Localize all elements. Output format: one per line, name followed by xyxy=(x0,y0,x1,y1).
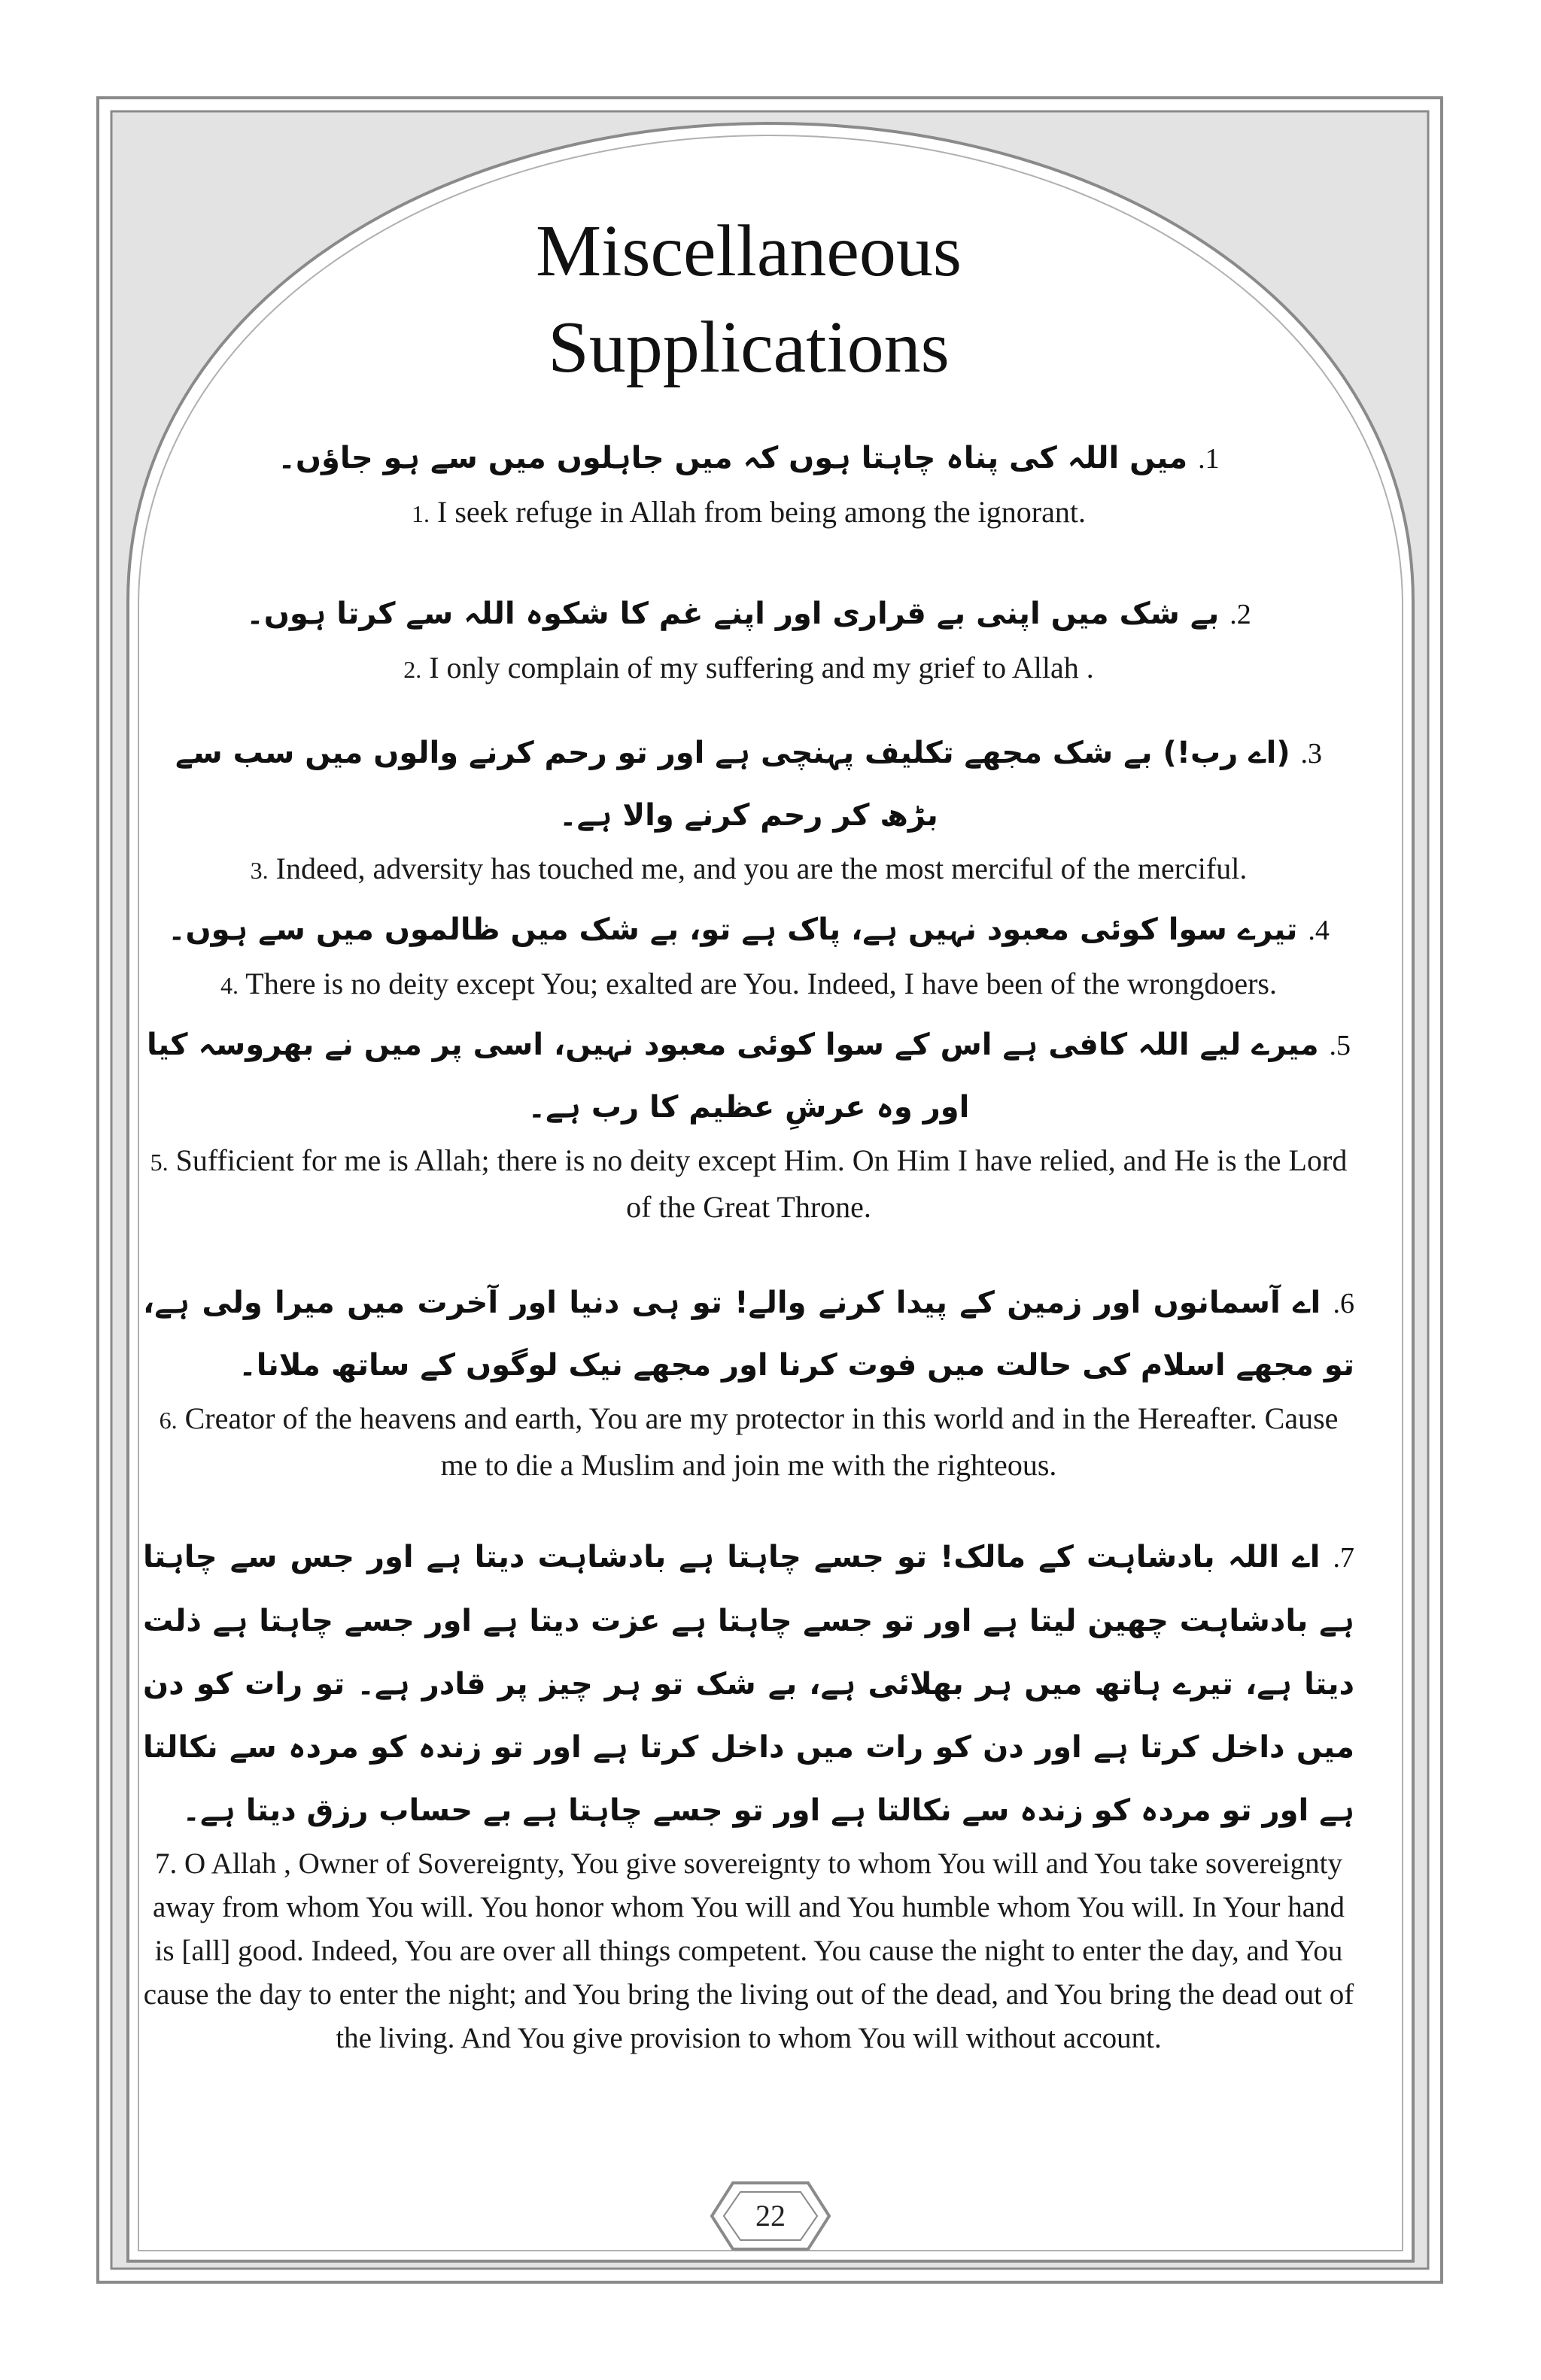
title-line-2: Supplications xyxy=(548,307,950,388)
english-translation xyxy=(143,961,1354,1008)
supplication-5 xyxy=(143,1014,1354,1230)
supplication-6 xyxy=(143,1272,1354,1488)
page-title xyxy=(143,203,1354,396)
urdu-number: 6. xyxy=(1333,1288,1354,1319)
english-text: I only complain of my suffering and my grief to Allah . xyxy=(429,651,1094,685)
english-translation xyxy=(143,846,1354,893)
english-number: 3. xyxy=(250,857,269,884)
urdu-line: اے اللہ بادشاہت کے مالک! تو جسے چاہتا ہے بادشاہت دیتا ہے اور جس سے چاہتا ہے بادشاہت چھین لیتا ہے اور تو جسے چاہتا ہے عزت دیتا ہے اور جسے چاہتا ہے ذلت دیتا ہے، تیرے ہاتھ میں ہر بھلائی ہے، بے شک تو ہر چیز پر قادر ہے۔ تو رات کو دن میں داخل کرتا ہے اور دن کو رات میں داخل کرتا ہے اور تو زندہ کو مردہ سے نکالتا ہے اور تو مردہ کو زندہ سے نکالتا ہے اور تو جسے چاہتا ہے بے حساب رزق دیتا ہے۔ xyxy=(143,1540,1354,1828)
urdu-line: بے شک میں اپنی بے قراری اور اپنے غم کا شکوہ اللہ سے کرتا ہوں۔ xyxy=(246,597,1220,631)
urdu-line: تیرے سوا کوئی معبود نہیں ہے، پاک ہے تو، بے شک میں ظالموں میں سے ہوں۔ xyxy=(168,912,1298,947)
urdu-number: 1. xyxy=(1198,443,1220,475)
urdu-text xyxy=(143,583,1354,645)
english-text: Indeed, adversity has touched me, and you are the most merciful of the merciful. xyxy=(275,852,1248,885)
urdu-line: (اے رب!) بے شک مجھے تکلیف پہنچی ہے اور تو رحم کرنے والوں میں سب سے بڑھ کر رحم کرنے والا ہے۔ xyxy=(175,736,1290,833)
supplication-2 xyxy=(143,583,1354,692)
english-translation xyxy=(143,645,1354,692)
urdu-number: 2. xyxy=(1229,599,1251,630)
english-number: 6. xyxy=(159,1407,178,1434)
urdu-line: میرے لیے اللہ کافی ہے اس کے سوا کوئی معبود نہیں، اسی پر میں نے بھروسہ کیا اور وہ عرشِ عظیم کا رب ہے۔ xyxy=(146,1028,1319,1125)
urdu-number: 5. xyxy=(1329,1030,1351,1061)
urdu-number: 4. xyxy=(1308,915,1330,946)
page-content xyxy=(143,203,1354,2060)
english-text: I seek refuge in Allah from being among the ignorant. xyxy=(437,495,1086,529)
urdu-line: میں اللہ کی پناہ چاہتا ہوں کہ میں جاہلوں میں سے ہو جاؤں۔ xyxy=(278,441,1188,475)
urdu-text xyxy=(143,722,1354,846)
title-line-1: Miscellaneous xyxy=(535,211,962,292)
urdu-text xyxy=(143,1272,1354,1396)
english-text: There is no deity except You; exalted are You. Indeed, I have been of the wrongdoers. xyxy=(245,967,1277,1000)
english-number: 4. xyxy=(220,972,239,999)
english-translation xyxy=(143,1396,1354,1488)
urdu-number: 7. xyxy=(1333,1542,1354,1574)
urdu-line: اے آسمانوں اور زمین کے پیدا کرنے والے! تو ہی دنیا اور آخرت میں میرا ولی ہے، تو مجھے اسلام کی حالت میں فوت کرنا اور مجھے نیک لوگوں کے ساتھ ملانا۔ xyxy=(143,1286,1354,1383)
page-number: 22 xyxy=(755,2199,786,2233)
english-text: Sufficient for me is Allah; there is no deity except Him. On Him I have relied, and He is the Lord of the Great Throne. xyxy=(175,1143,1348,1224)
urdu-text xyxy=(143,899,1354,961)
english-number: 1. xyxy=(412,500,430,527)
urdu-text xyxy=(143,427,1354,490)
supplication-1 xyxy=(143,427,1354,536)
english-translation xyxy=(143,490,1354,536)
supplication-4 xyxy=(143,899,1354,1008)
english-number: 5. xyxy=(150,1149,169,1176)
english-translation xyxy=(143,1842,1354,2060)
urdu-number: 3. xyxy=(1300,738,1323,770)
english-number: 7. xyxy=(155,1847,178,1880)
supplication-3 xyxy=(143,722,1354,893)
supplication-7 xyxy=(143,1525,1354,2060)
english-translation xyxy=(143,1138,1354,1230)
english-text: Creator of the heavens and earth, You are my protector in this world and in the Hereafter. Cause me to die a Muslim and join me with the righteous. xyxy=(184,1401,1339,1482)
english-number: 2. xyxy=(403,656,422,683)
english-text: O Allah , Owner of Sovereignty, You give sovereignty to whom You will and You take sovereignty away from whom You will. You honor whom You will and You humble whom You will. In Your hand is [all] good. Indeed, You are over all things competent. You cause the night to enter the day, and You cause the day to enter the night; and You bring the living out of the dead, and You bring the dead out of the living. And You give provision to whom You will without account. xyxy=(143,1847,1354,2054)
urdu-text xyxy=(143,1014,1354,1138)
urdu-text xyxy=(143,1525,1354,1842)
